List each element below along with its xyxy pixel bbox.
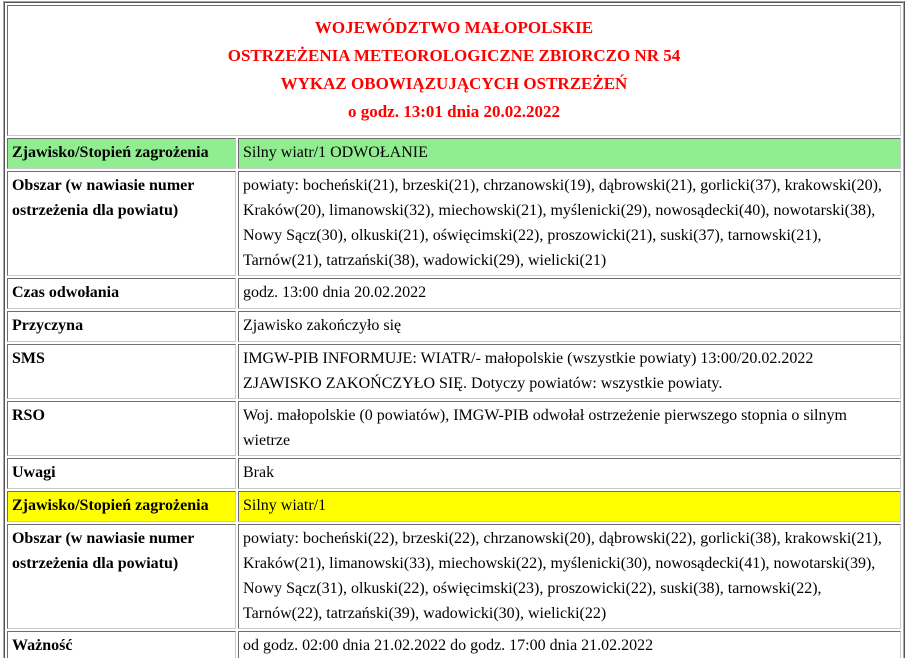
- row-label: Zjawisko/Stopień zagrożenia: [7, 138, 236, 169]
- table-row-area-cancelled: [7, 171, 901, 276]
- row-value: Woj. małopolskie (0 powiatów), IMGW-PIB odwołał ostrzeżenie pierwszego stopnia o silnym wietrze: [238, 401, 901, 456]
- row-label: Obszar (w nawiasie numer ostrzeżenia dla powiatu): [7, 171, 236, 276]
- row-label: Obszar (w nawiasie numer ostrzeżenia dla powiatu): [7, 524, 236, 629]
- warnings-table: [3, 1, 905, 658]
- table-row-rso: [7, 401, 901, 456]
- row-value: od godz. 02:00 dnia 21.02.2022 do godz. 17:00 dnia 21.02.2022: [238, 631, 901, 658]
- row-value: powiaty: bocheński(22), brzeski(22), chrzanowski(20), dąbrowski(22), gorlicki(38), krakowski(21), Kraków(21), limanowski(33), miechowski(22), myślenicki(30), nowosądecki(41), nowotarski(39), Nowy Sącz(31), olkuski(22), oświęcimski(23), proszowicki(22), suski(38), tarnowski(22), Tarnów(22), tatrzański(39), wadowicki(30), wielicki(22): [238, 524, 901, 629]
- table-row-sms: [7, 344, 901, 399]
- report-title-voivodeship: WOJEWÓDZTWO MAŁOPOLSKIE: [314, 18, 594, 37]
- row-label: Ważność: [7, 631, 236, 658]
- row-label: Przyczyna: [7, 311, 236, 342]
- report-title-list: WYKAZ OBOWIĄZUJĄCYCH OSTRZEŻEŃ: [280, 74, 628, 93]
- table-row-reason: [7, 311, 901, 342]
- row-label: Zjawisko/Stopień zagrożenia: [7, 491, 236, 522]
- row-label: RSO: [7, 401, 236, 456]
- table-row-phenomenon-cancelled: [7, 138, 901, 169]
- row-value: Zjawisko zakończyło się: [238, 311, 901, 342]
- table-row-validity: [7, 631, 901, 658]
- row-value: godz. 13:00 dnia 20.02.2022: [238, 278, 901, 309]
- row-label: Uwagi: [7, 458, 236, 489]
- table-row-area-active: [7, 524, 901, 629]
- table-row-phenomenon-active: [7, 491, 901, 522]
- row-value: powiaty: bocheński(21), brzeski(21), chrzanowski(19), dąbrowski(21), gorlicki(37), krakowski(20), Kraków(20), limanowski(32), miechowski(21), myślenicki(29), nowosądecki(40), nowotarski(38), Nowy Sącz(30), olkuski(21), oświęcimski(22), proszowicki(21), suski(37), tarnowski(21), Tarnów(21), tatrzański(38), wadowicki(29), wielicki(21): [238, 171, 901, 276]
- report-header: [7, 5, 901, 136]
- header-row: [7, 5, 901, 136]
- row-value: Brak: [238, 458, 901, 489]
- report-title-datetime: o godz. 13:01 dnia 20.02.2022: [347, 102, 561, 121]
- table-row-remarks: [7, 458, 901, 489]
- row-value: Silny wiatr/1: [238, 491, 901, 522]
- table-row-cancel-time: [7, 278, 901, 309]
- row-value: IMGW-PIB INFORMUJE: WIATR/- małopolskie (wszystkie powiaty) 13:00/20.02.2022 ZJAWISKO ZAKOŃCZYŁO SIĘ. Dotyczy powiatów: wszystkie powiaty.: [238, 344, 901, 399]
- report-title-bulletin: OSTRZEŻENIA METEOROLOGICZNE ZBIORCZO NR 54: [227, 46, 681, 65]
- row-label: Czas odwołania: [7, 278, 236, 309]
- row-value: Silny wiatr/1 ODWOŁANIE: [238, 138, 901, 169]
- row-label: SMS: [7, 344, 236, 399]
